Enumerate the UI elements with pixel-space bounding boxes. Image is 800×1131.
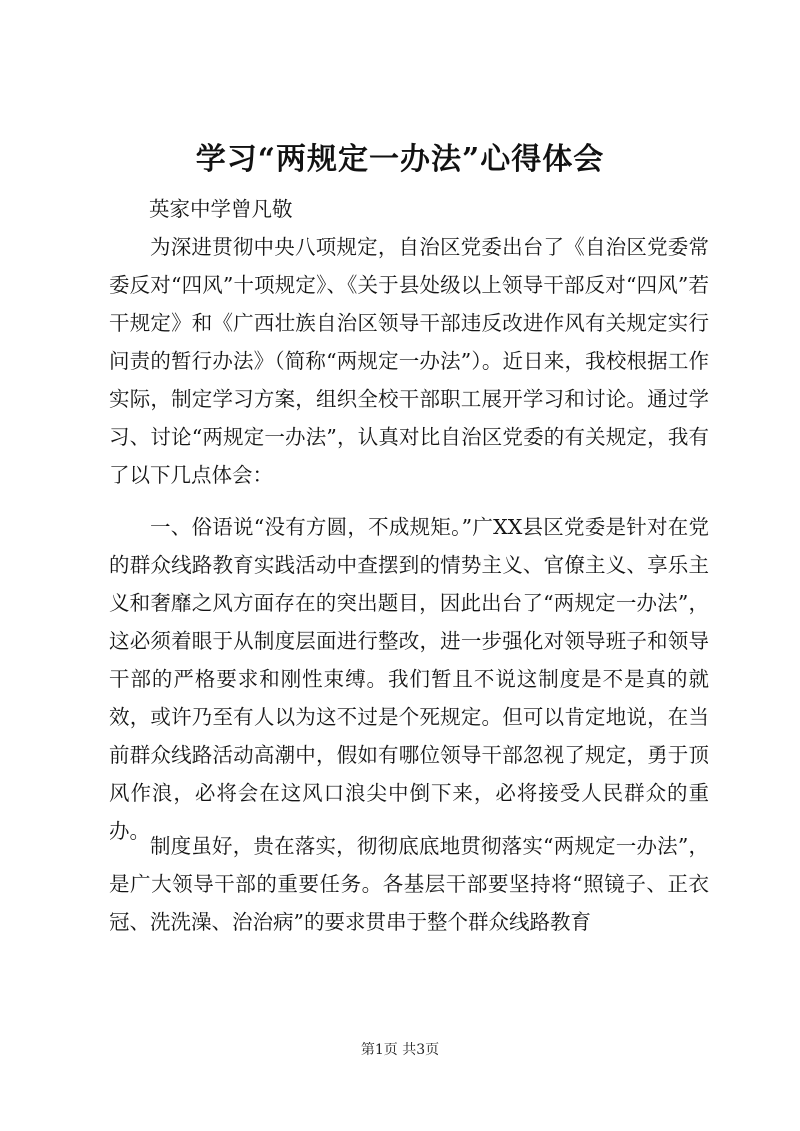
paragraph-implementation: 制度虽好，贵在落实，彻彻底底地贯彻落实“两规定一办法”，是广大领导干部的重要任务。各基层干部要坚持将“照镜子、正衣冠、洗洗澡、治治病”的要求贯串于整个群众线路教育: [109, 834, 709, 934]
document-title: 学习“两规定一办法”心得体会: [195, 142, 605, 177]
page-number-footer: 第1页 共3页: [360, 1042, 440, 1058]
paragraph-point-one: 一、俗语说“没有方圆，不成规矩。”广XX县区党委是针对在党的群众线路教育实践活动中查摆到的情势主义、官僚主义、享乐主义和奢靡之风方面存在的突出题目，因此出台了“两规定一办法”，这必须着眼于从制度层面进行整改，进一步强化对领导班子和领导干部的严格要求和刚性束缚。我们暂且不说这制度是不是真的就效，或许乃至有人以为这不过是个死规定。但可以肯定地说，在当前群众线路活动高潮中，假如有哪位领导干部忽视了规定，勇于顶风作浪，必将会在这风口浪尖中倒下来，必将接受人民群众的重办。: [109, 515, 709, 843]
paragraph-intro: 为深进贯彻中央八项规定，自治区党委出台了《自治区党委常委反对“四风”十项规定》、《关于县处级以上领导干部反对“四风”若干规定》和《广西壮族自治区领导干部违反改进作风有关规定实行问责的暂行办法》（简称“两规定一办法”）。近日来，我校根据工作实际，制定学习方案，组织全校干部职工展开学习和讨论。通过学习、讨论“两规定一办法”，认真对比自治区党委的有关规定，我有了以下几点体会：: [109, 235, 709, 487]
author-line: 英家中学曾凡敬: [149, 197, 293, 221]
